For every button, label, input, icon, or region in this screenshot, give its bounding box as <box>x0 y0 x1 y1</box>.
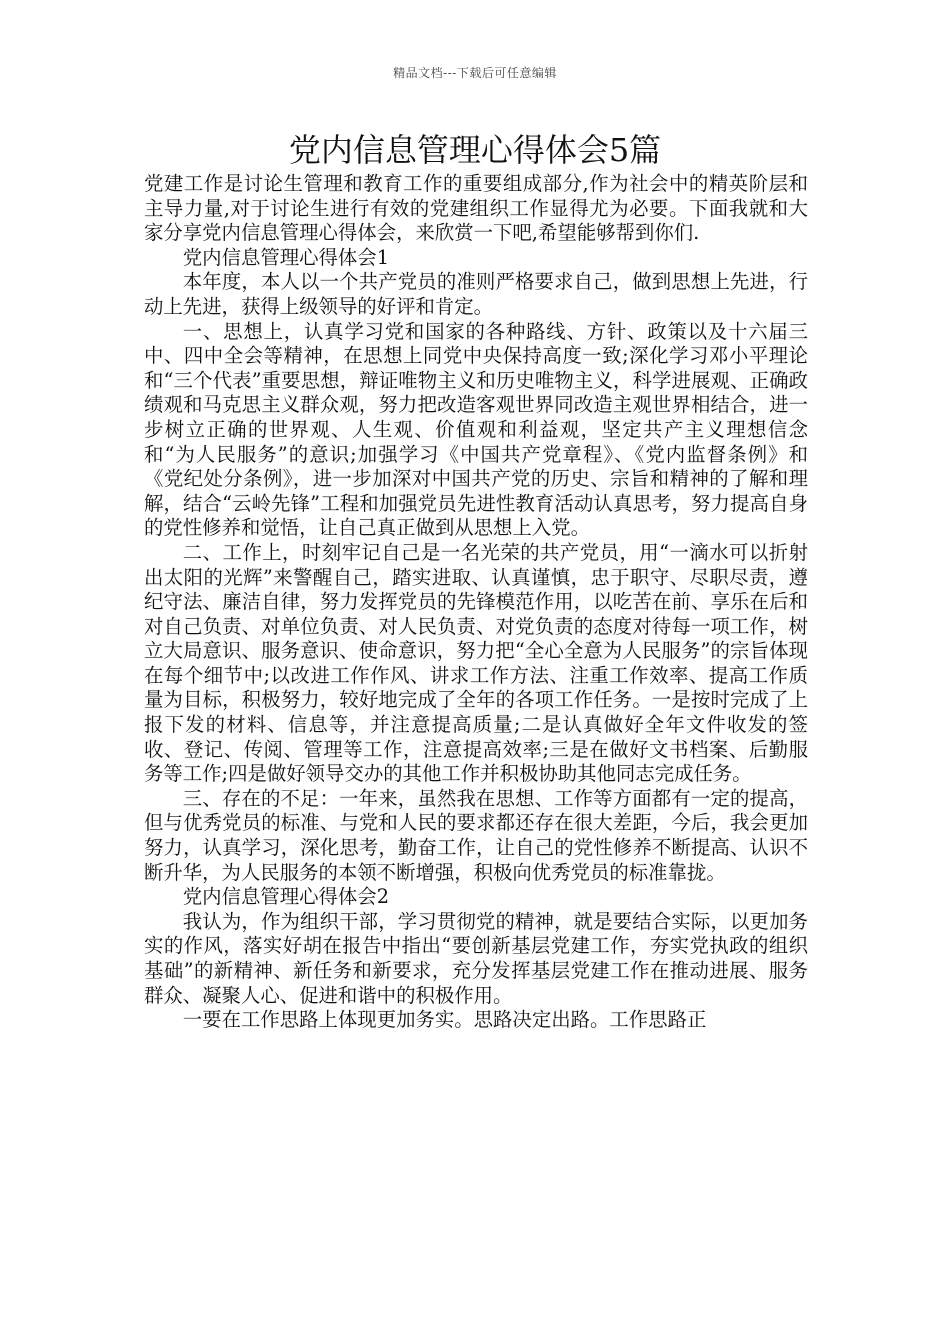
paragraph: 本年度，本人以一个共产党员的准则严格要求自己，做到思想上先进，行动上先进，获得上级领导的好评和肯定。 <box>144 270 808 318</box>
paragraph: 一要在工作思路上体现更加务实。思路决定出路。工作思路正 <box>182 1008 707 1032</box>
section-heading-1: 党内信息管理心得体会1 <box>182 245 390 269</box>
document-title: 党内信息管理心得体会5篇 <box>288 131 662 169</box>
intro-paragraph: 党建工作是讨论生管理和教育工作的重要组成部分,作为社会中的精英阶层和主导力量,对于讨论生进行有效的党建组织工作显得尤为必要。下面我就和大家分享党内信息管理心得体会，来欣赏一下吧,希望能够帮到你们. <box>144 172 808 245</box>
section-heading-2: 党内信息管理心得体会2 <box>182 885 390 909</box>
document-body <box>144 172 808 1033</box>
paragraph: 一、思想上，认真学习党和国家的各种路线、方针、政策以及十六届三中、四中全会等精神，在思想上同党中央保持高度一致;深化学习邓小平理论和“三个代表”重要思想，辩证唯物主义和历史唯物主义，科学进展观、正确政绩观和马克思主义群众观，努力把改造客观世界同改造主观世界相结合，进一步树立正确的世界观、人生观、价值观和利益观，坚定共产主义理想信念和“为人民服务”的意识;加强学习《中国共产党章程》、《党内监督条例》和《党纪处分条例》，进一步加深对中国共产党的历史、宗旨和精神的了解和理解，结合“云岭先锋”工程和加强党员先进性教育活动认真思考，努力提高自身的党性修养和觉悟，让自己真正做到从思想上入党。 <box>144 319 808 540</box>
paragraph: 三、存在的不足：一年来，虽然我在思想、工作等方面都有一定的提高，但与优秀党员的标准、与党和人民的要求都还存在很大差距，今后，我会更加努力，认真学习，深化思考，勤奋工作，让自己的党性修养不断提高、认识不断升华，为人民服务的本领不断增强，积极向优秀党员的标准靠拢。 <box>144 786 808 884</box>
paragraph: 我认为，作为组织干部，学习贯彻党的精神，就是要结合实际，以更加务实的作风，落实好胡在报告中指出“要创新基层党建工作，夯实党执政的组织基础”的新精神、新任务和新要求，充分发挥基层党建工作在推动进展、服务群众、凝聚人心、促进和谐中的积极作用。 <box>144 909 808 1007</box>
page-header: 精品文档---下载后可任意编辑 <box>393 66 557 80</box>
paragraph: 二、工作上，时刻牢记自己是一名光荣的共产党员，用“一滴水可以折射出太阳的光辉”来警醒自己，踏实进取、认真谨慎，忠于职守、尽职尽责，遵纪守法、廉洁自律，努力发挥党员的先锋模范作用，以吃苦在前、享乐在后和对自己负责、对单位负责、对人民负责、对党负责的态度对待每一项工作，树立大局意识、服务意识、使命意识，努力把“全心全意为人民服务”的宗旨体现在每个细节中;以改进工作作风、讲求工作方法、注重工作效率、提高工作质量为目标，积极努力，较好地完成了全年的各项工作任务。一是按时完成了上报下发的材料、信息等，并注意提高质量;二是认真做好全年文件收发的签收、登记、传阅、管理等工作，注意提高效率;三是在做好文书档案、后勤服务等工作;四是做好领导交办的其他工作并积极协助其他同志完成任务。 <box>144 540 808 786</box>
